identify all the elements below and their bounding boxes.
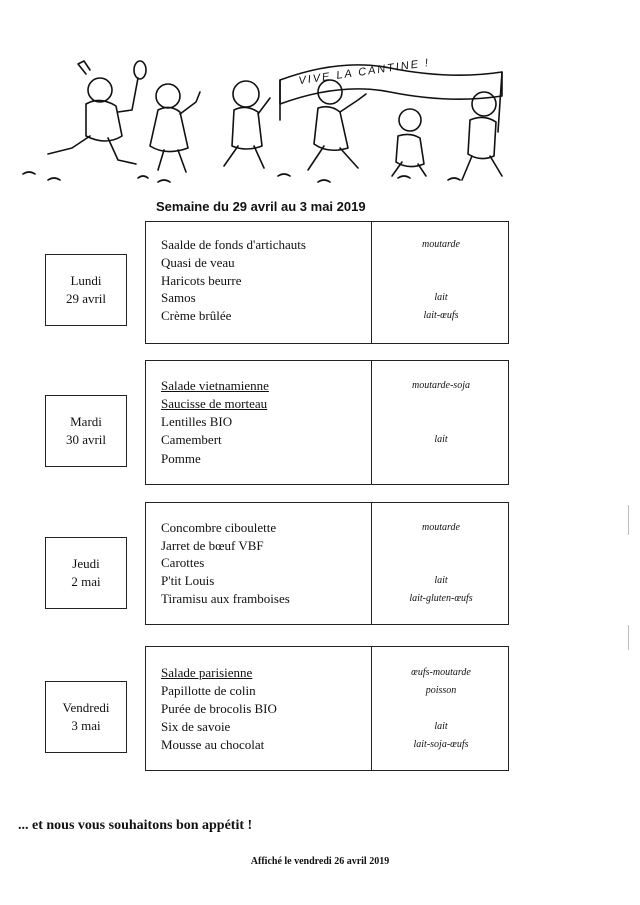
allergen-text: œufs-moutarde (411, 667, 471, 678)
day-label-box (45, 395, 127, 467)
allergen-text: lait (434, 434, 448, 445)
dish-name: Six de savoie (161, 719, 231, 734)
day-date: 2 mai (71, 574, 101, 589)
dish-name: Saucisse de morteau (161, 396, 268, 411)
day-date: 30 avril (65, 432, 107, 447)
menu-row (146, 413, 508, 431)
menu-row (146, 236, 508, 254)
day-name: Mardi (70, 414, 102, 429)
dish-name: Salade vietnamienne (161, 378, 269, 393)
dish-name: Pomme (161, 451, 201, 466)
allergen-text: poisson (425, 685, 457, 696)
banner-illustration (18, 52, 508, 192)
menu-box (145, 646, 509, 771)
day-name: Lundi (70, 273, 102, 288)
dish-name: Salade parisienne (161, 665, 253, 680)
menu-row (146, 307, 508, 325)
menu-row (146, 450, 508, 468)
menu-row (146, 431, 508, 449)
dish-name: Jarret de bœuf VBF (161, 538, 264, 553)
menu-row (146, 289, 508, 307)
day-label-box (45, 537, 127, 609)
dish-name: Camembert (161, 432, 222, 447)
scan-edge-mark (628, 505, 629, 535)
allergen-text: moutarde-soja (412, 380, 470, 391)
banner-sign-text: VIVE LA CANTINE ! (297, 56, 431, 88)
menu-row (146, 664, 508, 682)
menu-row (146, 519, 508, 537)
menu-box (145, 221, 509, 344)
allergen-text: moutarde (422, 239, 460, 250)
day-label-box (45, 254, 127, 326)
menu-row (146, 377, 508, 395)
allergen-text: lait-œufs (423, 310, 459, 321)
dish-name: Carottes (161, 555, 205, 570)
day-name: Jeudi (72, 556, 100, 571)
menu-row (146, 572, 508, 590)
menu-row (146, 537, 508, 555)
allergen-text: lait (434, 292, 448, 303)
menu-row (146, 718, 508, 736)
menu-box (145, 502, 509, 625)
menu-row (146, 254, 508, 272)
day-label-box (45, 681, 127, 753)
menu-row (146, 682, 508, 700)
menu-row (146, 590, 508, 608)
dish-name: Mousse au chocolat (161, 737, 265, 752)
menu-row (146, 395, 508, 413)
dish-name: Quasi de veau (161, 255, 235, 270)
menu-row (146, 700, 508, 718)
menu-box (145, 360, 509, 485)
week-title: Semaine du 29 avril au 3 mai 2019 (156, 199, 366, 214)
dish-name: Samos (161, 290, 196, 305)
dish-name: Purée de brocolis BIO (161, 701, 277, 716)
dish-name: Crème brûlée (161, 308, 232, 323)
dish-name: Haricots beurre (161, 273, 242, 288)
day-date: 3 mai (71, 718, 101, 733)
dish-name: Saalde de fonds d'artichauts (161, 237, 306, 252)
allergen-text: lait (434, 721, 448, 732)
day-name: Vendredi (62, 700, 110, 715)
allergen-text: lait-gluten-œufs (409, 593, 473, 604)
dish-name: P'tit Louis (161, 573, 215, 588)
scan-edge-mark (628, 625, 629, 650)
allergen-text: moutarde (422, 522, 460, 533)
menu-row (146, 272, 508, 290)
allergen-text: lait-soja-œufs (413, 739, 469, 750)
dish-name: Concombre ciboulette (161, 520, 277, 535)
menu-row (146, 554, 508, 572)
menu-row (146, 736, 508, 754)
day-date: 29 avril (65, 291, 107, 306)
dish-name: Tiramisu aux framboises (161, 591, 290, 606)
allergen-text: lait (434, 575, 448, 586)
posted-date: Affiché le vendredi 26 avril 2019 (250, 856, 390, 867)
dish-name: Lentilles BIO (161, 414, 233, 429)
dish-name: Papillotte de colin (161, 683, 256, 698)
closing-message: ... et nous vous souhaitons bon appétit ! (18, 818, 253, 833)
